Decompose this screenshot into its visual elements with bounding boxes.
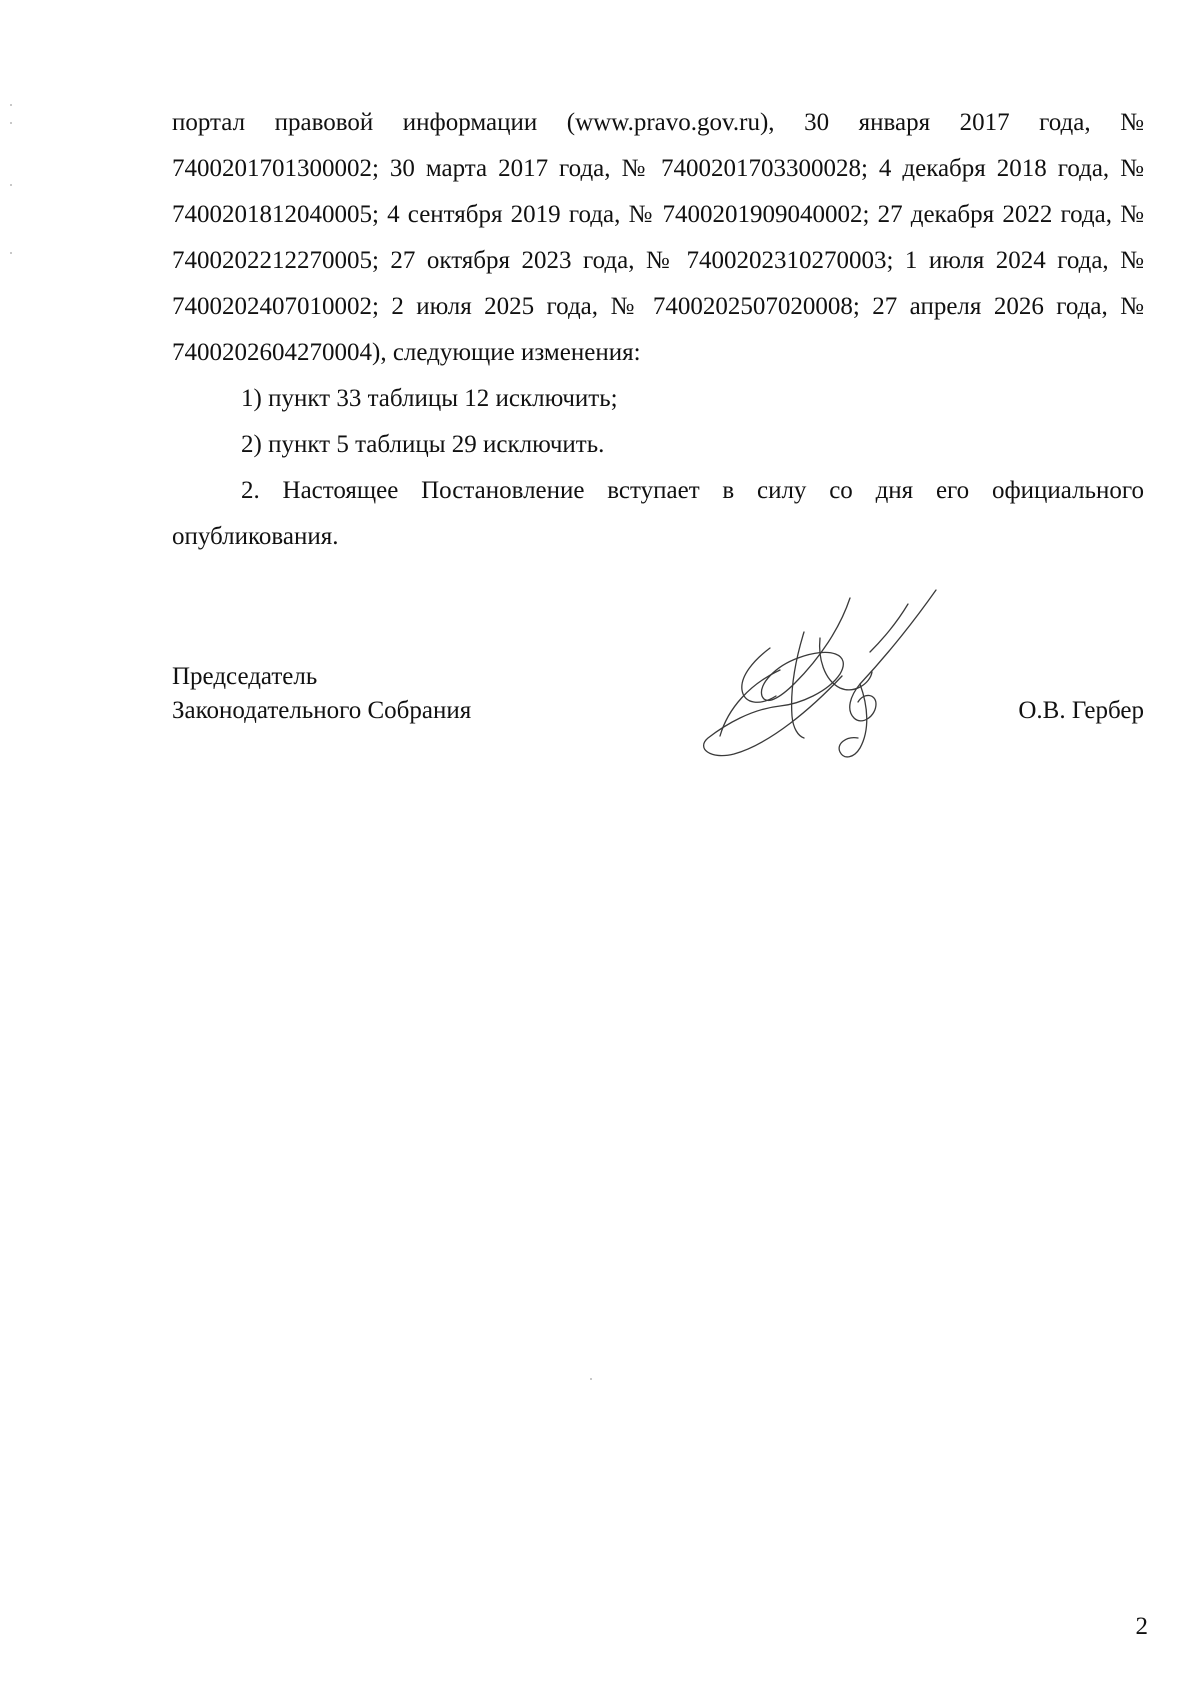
scan-speck xyxy=(590,1378,592,1380)
signatory-position xyxy=(172,660,471,728)
signatory-position-line-2: Законодательного Собрания xyxy=(172,697,472,724)
document-body xyxy=(172,100,1144,560)
signatory-position-line-1: Председатель xyxy=(172,663,318,690)
paragraph-legal-references: портал правовой информации (www.pravo.gov.ru), 30 января 2017 года, № 7400201701300002; 30 марта 2017 года, № 7400201703300028; 4 декабря 2018 года, № 7400201812040005; 4 сентября 2019 года, № 7400201909040002; 27 декабря 2022 года, № 7400202212270005; 27 октября 2023 года, № 7400202310270003; 1 июля 2024 года, № 7400202407010002; 2 июля 2025 года, № 7400202507020008; 27 апреля 2026 года, № 7400202604270004), следующие изменения: xyxy=(172,109,1144,366)
signatory-name: О.В. Гербер xyxy=(1018,697,1144,724)
paragraph-item-2: 2) пункт 5 таблицы 29 исключить. xyxy=(241,431,605,458)
scan-speck xyxy=(10,184,12,186)
handwritten-signature xyxy=(700,588,960,768)
scan-speck xyxy=(10,122,12,124)
paragraph-item-1: 1) пункт 33 таблицы 12 исключить; xyxy=(241,385,618,412)
scan-speck xyxy=(10,252,12,254)
page-number: 2 xyxy=(1135,1613,1148,1640)
scan-speck xyxy=(10,104,12,106)
paragraph-entry-into-force: 2. Настоящее Постановление вступает в силу со дня его официального опубликования. xyxy=(172,477,1144,550)
